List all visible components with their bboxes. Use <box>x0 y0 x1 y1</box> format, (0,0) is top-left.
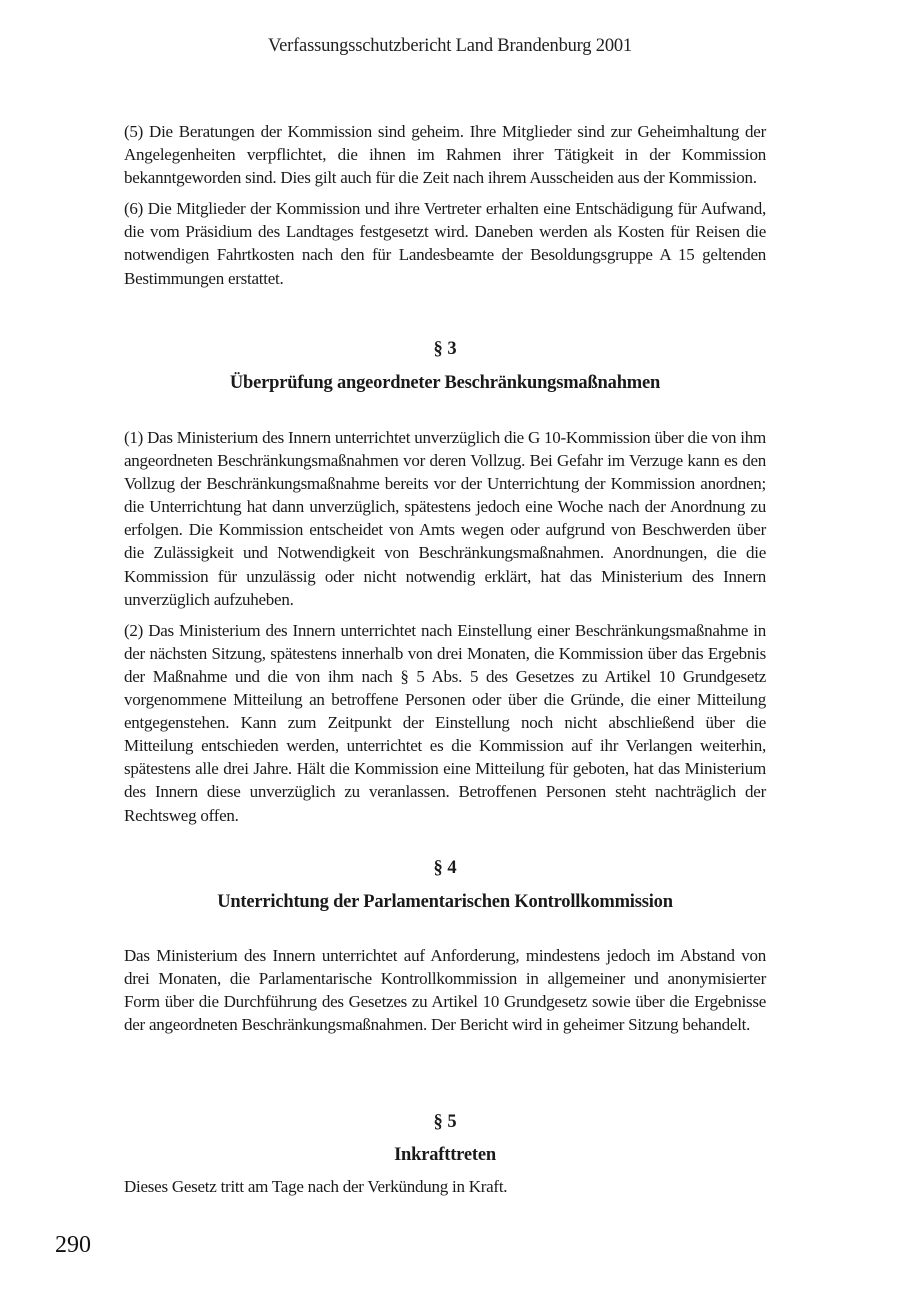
section-5-body <box>124 1175 766 1206</box>
page-number: 290 <box>55 1232 91 1258</box>
section-4-title: Unterrichtung der Parlamentarischen Kontrollkommission <box>217 892 673 912</box>
section-4-symbol: § 4 <box>433 858 457 878</box>
section-4-paragraph-1: Das Ministerium des Innern unterrichtet auf Anforderung, mindestens jedoch im Abstand von drei Monaten, die Parlamentarische Kontrollkommission in allgemeiner und anonymisierter Form über die Durchführung des Gesetzes zu Artikel 10 Grundgesetz sowie über die Ergebnisse der angeordneten Beschränkungsmaßnahmen. Der Bericht wird in geheimer Sitzung behandelt. <box>124 946 766 1035</box>
section-3-body <box>124 426 766 835</box>
paragraph-6: (6) Die Mitglieder der Kommission und ihre Vertreter erhalten eine Entschädigung für Aufwand, die vom Präsidium des Landtages festgesetzt wird. Daneben werden als Kosten für Reisen die notwendigen Fahrtkosten nach den für Landesbeamte der Besoldungsgruppe A 15 geltenden Bestimmungen erstattet. <box>124 199 766 288</box>
section-4-body <box>124 944 766 1044</box>
section-3-paragraph-1: (1) Das Ministerium des Innern unterrichtet unverzüglich die G 10-Kommission über die von ihm angeordneten Beschränkungsmaßnahmen vor deren Vollzug. Bei Gefahr im Verzuge kann es den Vollzug der Beschränkungsmaßnahme bereits vor der Unterrichtung der Kommission anordnen; die Unterrichtung hat dann unverzüglich, spätestens jedoch eine Woche nach der Anordnung zu erfolgen. Die Kommission entscheidet von Amts wegen oder aufgrund von Beschwerden über die Zulässigkeit und Notwendigkeit von Beschränkungsmaßnahmen. Anordnungen, die die Kommission für unzulässig oder nicht notwendig erklärt, hat das Ministerium des Innern unverzüglich aufzuheben. <box>124 428 766 609</box>
section-3-symbol: § 3 <box>433 339 457 359</box>
intro-block <box>124 120 766 298</box>
running-header: Verfassungsschutzbericht Land Brandenburg 2001 <box>268 36 632 56</box>
paragraph-5: (5) Die Beratungen der Kommission sind geheim. Ihre Mitglieder sind zur Geheimhaltung der Angelegenheiten verpflichtet, die ihnen im Rahmen ihrer Tätigkeit in der Kommission bekanntgeworden sind. Dies gilt auch für die Zeit nach ihrem Ausscheiden aus der Kommission. <box>124 122 766 188</box>
section-5-title: Inkrafttreten <box>394 1145 496 1165</box>
section-3-title: Überprüfung angeordneter Beschränkungsmaßnahmen <box>229 373 661 393</box>
section-3-paragraph-2: (2) Das Ministerium des Innern unterrichtet nach Einstellung einer Beschränkungsmaßnahme in der nächsten Sitzung, spätestens innerhalb von drei Monaten, die Kommission über das Ergebnis der Maßnahme und die von ihm nach § 5 Abs. 5 des Gesetzes zu Artikel 10 Grundgesetz vorgenommene Mitteilung an betroffene Personen oder über die Gründe, die einer Mitteilung entgegenstehen. Kann zum Zeitpunkt der Einstellung noch nicht abschließend über die Mitteilung entschieden werden, unterrichtet es die Kommission auf ihr Verlangen weiterhin, spätestens alle drei Jahre. Hält die Kommission eine Mitteilung für geboten, hat das Ministerium des Innern diese unverzüglich zu veranlassen. Betroffenen Personen steht nachträglich der Rechtsweg offen. <box>124 620 766 825</box>
section-5-paragraph-1: Dieses Gesetz tritt am Tage nach der Verkündung in Kraft. <box>124 1177 508 1196</box>
section-5-symbol: § 5 <box>433 1112 457 1132</box>
